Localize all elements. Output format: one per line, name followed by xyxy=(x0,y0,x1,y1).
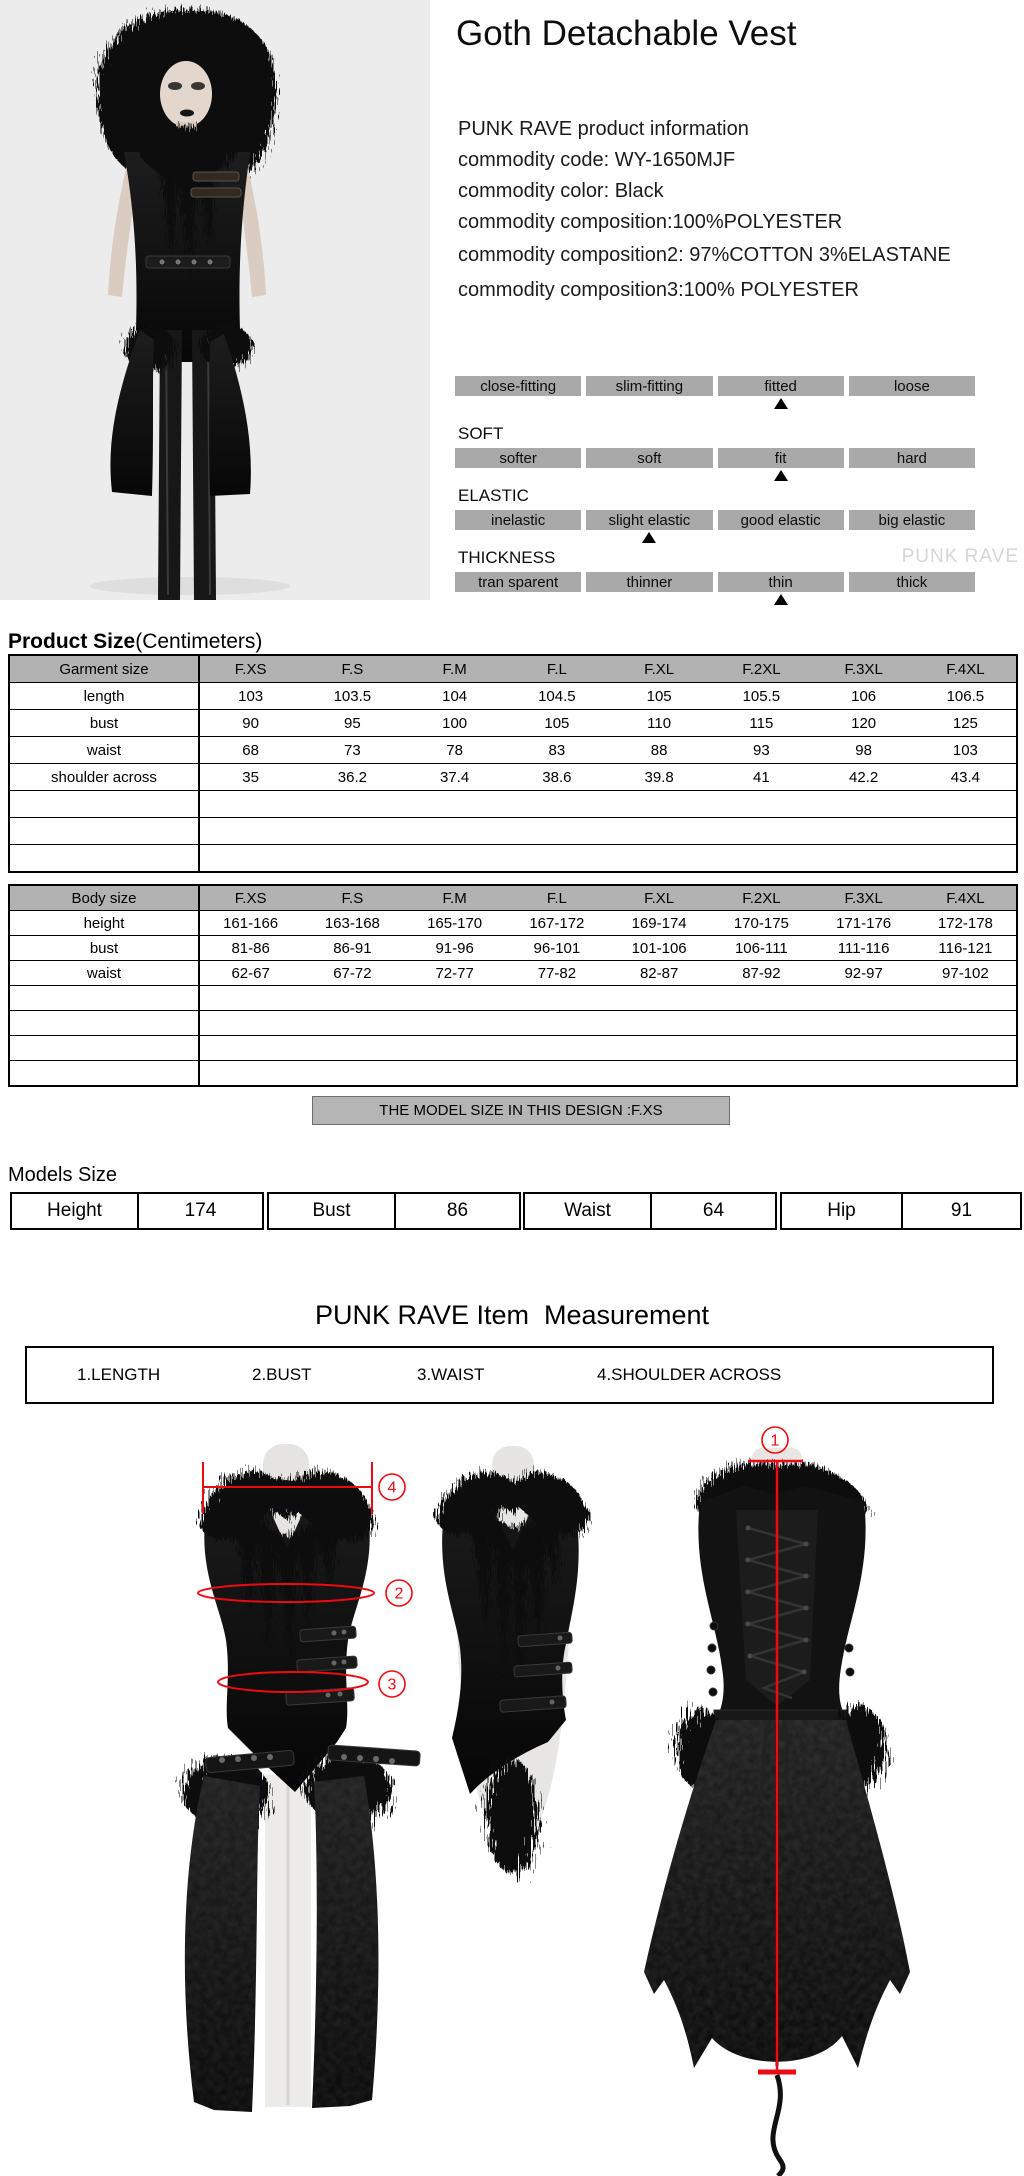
models-size-box xyxy=(10,1192,264,1230)
table-row xyxy=(9,791,1017,818)
table-cell: 111-116 xyxy=(813,936,915,961)
table-cell: 106.5 xyxy=(915,683,1017,710)
table-cell: 77-82 xyxy=(506,961,608,986)
scale-option: loose xyxy=(849,376,975,396)
table-cell xyxy=(9,986,199,1011)
table-cell: 83 xyxy=(506,737,608,764)
table-cell: 104.5 xyxy=(506,683,608,710)
table-row xyxy=(9,683,1017,710)
table-cell: bust xyxy=(9,936,199,961)
floor-shadow xyxy=(90,577,290,595)
table-cell: 106 xyxy=(813,683,915,710)
scale-option: tran sparent xyxy=(455,572,581,592)
vest-only-view xyxy=(436,1446,590,1874)
table-cell: 165-170 xyxy=(404,911,506,936)
table-cell: 95 xyxy=(301,710,403,737)
table-cell: 170-175 xyxy=(710,911,812,936)
scale-option: softer xyxy=(455,448,581,468)
table-cell: 78 xyxy=(404,737,506,764)
table-row xyxy=(9,1061,1017,1087)
info-heading: PUNK RAVE product information xyxy=(458,118,749,140)
models-size-box xyxy=(267,1192,521,1230)
models-size-value: 64 xyxy=(702,1200,725,1221)
hanging-ribbon xyxy=(773,2075,783,2176)
table-cell: 106-111 xyxy=(710,936,812,961)
table-cell: 87-92 xyxy=(710,961,812,986)
table-cell: 62-67 xyxy=(199,961,301,986)
legend-item: 1.LENGTH xyxy=(77,1365,161,1384)
info-line: commodity composition3:100% POLYESTER xyxy=(458,279,859,301)
table-cell: waist xyxy=(9,737,199,764)
measurement-heading: PUNK RAVE Item Measurement xyxy=(314,1300,710,1330)
table-cell xyxy=(199,1036,1017,1061)
table-row xyxy=(9,1036,1017,1061)
table-cell: 92-97 xyxy=(813,961,915,986)
table-cell xyxy=(9,1036,199,1061)
table-cell xyxy=(199,845,1017,873)
table-cell: 105 xyxy=(608,683,710,710)
table-cell xyxy=(9,818,199,845)
table-cell: 93 xyxy=(710,737,812,764)
table-cell xyxy=(199,818,1017,845)
scale-option: thin xyxy=(718,572,844,592)
scale-option: close-fitting xyxy=(455,376,581,396)
table-cell: 36.2 xyxy=(301,764,403,791)
scale-option: fit xyxy=(718,448,844,468)
table-cell: 67-72 xyxy=(301,961,403,986)
table-cell: 42.2 xyxy=(813,764,915,791)
scale-option: slim-fitting xyxy=(586,376,712,396)
table-header-cell: F.XL xyxy=(608,655,710,683)
scale-option: good elastic xyxy=(718,510,844,530)
table-cell: 163-168 xyxy=(301,911,403,936)
table-cell xyxy=(199,791,1017,818)
scale-selected-marker xyxy=(642,532,656,543)
table-cell: 167-172 xyxy=(506,911,608,936)
table-row xyxy=(9,961,1017,986)
scale-label-thickness: THICKNESS xyxy=(458,548,556,567)
product-size-heading-bold: Product Size xyxy=(8,630,136,653)
scale-option: inelastic xyxy=(455,510,581,530)
table-row xyxy=(9,737,1017,764)
models-size-heading: Models Size xyxy=(8,1164,117,1186)
models-size-label: Hip xyxy=(782,1194,903,1228)
table-cell xyxy=(199,986,1017,1011)
table-cell xyxy=(199,1061,1017,1087)
table-cell: 103 xyxy=(199,683,301,710)
table-header-cell: Body size xyxy=(9,885,199,911)
table-cell xyxy=(9,1061,199,1087)
scale-option: slight elastic xyxy=(586,510,712,530)
table-header-cell: F.2XL xyxy=(710,885,812,911)
legend-item: 4.SHOULDER ACROSS xyxy=(597,1365,782,1384)
info-line: commodity composition2: 97%COTTON 3%ELASTANE xyxy=(458,244,951,266)
table-cell: 172-178 xyxy=(915,911,1017,936)
table-header-cell: F.L xyxy=(506,885,608,911)
models-size-box xyxy=(523,1192,777,1230)
marker-bust: 2 xyxy=(394,1585,404,1603)
table-cell: 73 xyxy=(301,737,403,764)
scale-row xyxy=(455,510,975,530)
scale-option: big elastic xyxy=(849,510,975,530)
table-cell xyxy=(9,1011,199,1036)
table-cell xyxy=(9,791,199,818)
table-cell: 81-86 xyxy=(199,936,301,961)
marker-waist: 3 xyxy=(387,1676,397,1694)
table-header-cell: F.3XL xyxy=(813,655,915,683)
scale-option: soft xyxy=(586,448,712,468)
legend-item: 3.WAIST xyxy=(417,1365,485,1384)
table-cell: 35 xyxy=(199,764,301,791)
scale-label-elastic: ELASTIC xyxy=(458,486,529,505)
table-header-cell: F.M xyxy=(404,885,506,911)
table-header-cell: F.2XL xyxy=(710,655,812,683)
table-header-cell: F.XL xyxy=(608,885,710,911)
scale-selected-marker xyxy=(774,398,788,409)
table-cell: 105.5 xyxy=(710,683,812,710)
table-cell: 105 xyxy=(506,710,608,737)
table-cell: 90 xyxy=(199,710,301,737)
table-cell: 169-174 xyxy=(608,911,710,936)
table-cell: 91-96 xyxy=(404,936,506,961)
scale-option: thinner xyxy=(586,572,712,592)
photo-watermark: PUNK RAVE xyxy=(901,546,1019,567)
table-cell: 38.6 xyxy=(506,764,608,791)
table-header-cell: F.3XL xyxy=(813,885,915,911)
table-cell: 39.8 xyxy=(608,764,710,791)
table-cell: 98 xyxy=(813,737,915,764)
table-cell: 68 xyxy=(199,737,301,764)
table-cell: shoulder across xyxy=(9,764,199,791)
table-row xyxy=(9,986,1017,1011)
table-cell: length xyxy=(9,683,199,710)
scale-row xyxy=(455,376,975,396)
table-cell: 104 xyxy=(404,683,506,710)
hem-fur-tuft xyxy=(486,1758,538,1874)
scale-row xyxy=(455,448,975,468)
table-row xyxy=(9,818,1017,845)
product-size-heading-unit: (Centimeters) xyxy=(135,630,263,653)
table-row xyxy=(9,845,1017,873)
models-size-value: 91 xyxy=(950,1200,973,1221)
measurement-illustration xyxy=(0,1420,1024,2176)
table-cell: 171-176 xyxy=(813,911,915,936)
info-line: commodity code: WY-1650MJF xyxy=(458,149,736,171)
table-cell: 72-77 xyxy=(404,961,506,986)
table-header-cell: F.4XL xyxy=(915,655,1017,683)
table-cell: 41 xyxy=(710,764,812,791)
table-header-cell: F.XS xyxy=(199,885,301,911)
table-cell: bust xyxy=(9,710,199,737)
marker-shoulder-across: 4 xyxy=(387,1479,397,1497)
page-title: Goth Detachable Vest xyxy=(456,14,797,53)
garment-size-table xyxy=(8,654,1018,873)
models-size-value: 174 xyxy=(184,1200,217,1221)
table-cell: 125 xyxy=(915,710,1017,737)
table-cell xyxy=(199,1011,1017,1036)
table-cell: 88 xyxy=(608,737,710,764)
table-header-cell: F.S xyxy=(301,885,403,911)
table-cell: 161-166 xyxy=(199,911,301,936)
table-cell: 86-91 xyxy=(301,936,403,961)
scale-row xyxy=(455,572,975,592)
table-row xyxy=(9,936,1017,961)
table-cell: 97-102 xyxy=(915,961,1017,986)
table-row xyxy=(9,710,1017,737)
scale-option: fitted xyxy=(718,376,844,396)
table-cell: 115 xyxy=(710,710,812,737)
scale-selected-marker xyxy=(774,594,788,605)
table-cell xyxy=(9,845,199,873)
table-cell: 82-87 xyxy=(608,961,710,986)
models-size-label: Waist xyxy=(525,1194,652,1228)
product-size-heading xyxy=(8,630,262,654)
table-cell: 110 xyxy=(608,710,710,737)
table-cell: 43.4 xyxy=(915,764,1017,791)
table-row xyxy=(9,764,1017,791)
table-cell: 120 xyxy=(813,710,915,737)
scale-label-soft: SOFT xyxy=(458,424,504,443)
info-line: commodity color: Black xyxy=(458,180,664,202)
marker-length: 1 xyxy=(770,1432,780,1450)
model-face xyxy=(160,61,212,127)
model-photo-illustration xyxy=(0,0,430,600)
table-row xyxy=(9,911,1017,936)
table-cell: 96-101 xyxy=(506,936,608,961)
scale-selected-marker xyxy=(774,470,788,481)
scale-option: hard xyxy=(849,448,975,468)
models-size-box xyxy=(780,1192,1022,1230)
table-header-cell: F.L xyxy=(506,655,608,683)
table-header-cell: Garment size xyxy=(9,655,199,683)
table-cell: waist xyxy=(9,961,199,986)
table-cell: 37.4 xyxy=(404,764,506,791)
table-header-cell: F.M xyxy=(404,655,506,683)
table-row xyxy=(9,655,1017,683)
body-size-table xyxy=(8,884,1018,1087)
table-header-cell: F.4XL xyxy=(915,885,1017,911)
back-view xyxy=(644,1427,910,2176)
info-line: commodity composition:100%POLYESTER xyxy=(458,211,843,233)
models-size-label: Bust xyxy=(269,1194,396,1228)
table-cell: 103.5 xyxy=(301,683,403,710)
table-cell: 103 xyxy=(915,737,1017,764)
table-row xyxy=(9,1011,1017,1036)
measurement-legend-box xyxy=(25,1346,994,1404)
model-size-note: THE MODEL SIZE IN THIS DESIGN :F.XS xyxy=(312,1096,730,1125)
table-cell: 100 xyxy=(404,710,506,737)
table-cell: height xyxy=(9,911,199,936)
table-cell: 116-121 xyxy=(915,936,1017,961)
table-row xyxy=(9,885,1017,911)
scale-option: thick xyxy=(849,572,975,592)
front-view xyxy=(182,1444,420,2112)
table-header-cell: F.XS xyxy=(199,655,301,683)
table-header-cell: F.S xyxy=(301,655,403,683)
table-cell: 101-106 xyxy=(608,936,710,961)
legend-item: 2.BUST xyxy=(252,1365,312,1384)
model-photo xyxy=(0,0,430,600)
models-size-label: Height xyxy=(12,1194,139,1228)
models-size-value: 86 xyxy=(446,1200,469,1221)
